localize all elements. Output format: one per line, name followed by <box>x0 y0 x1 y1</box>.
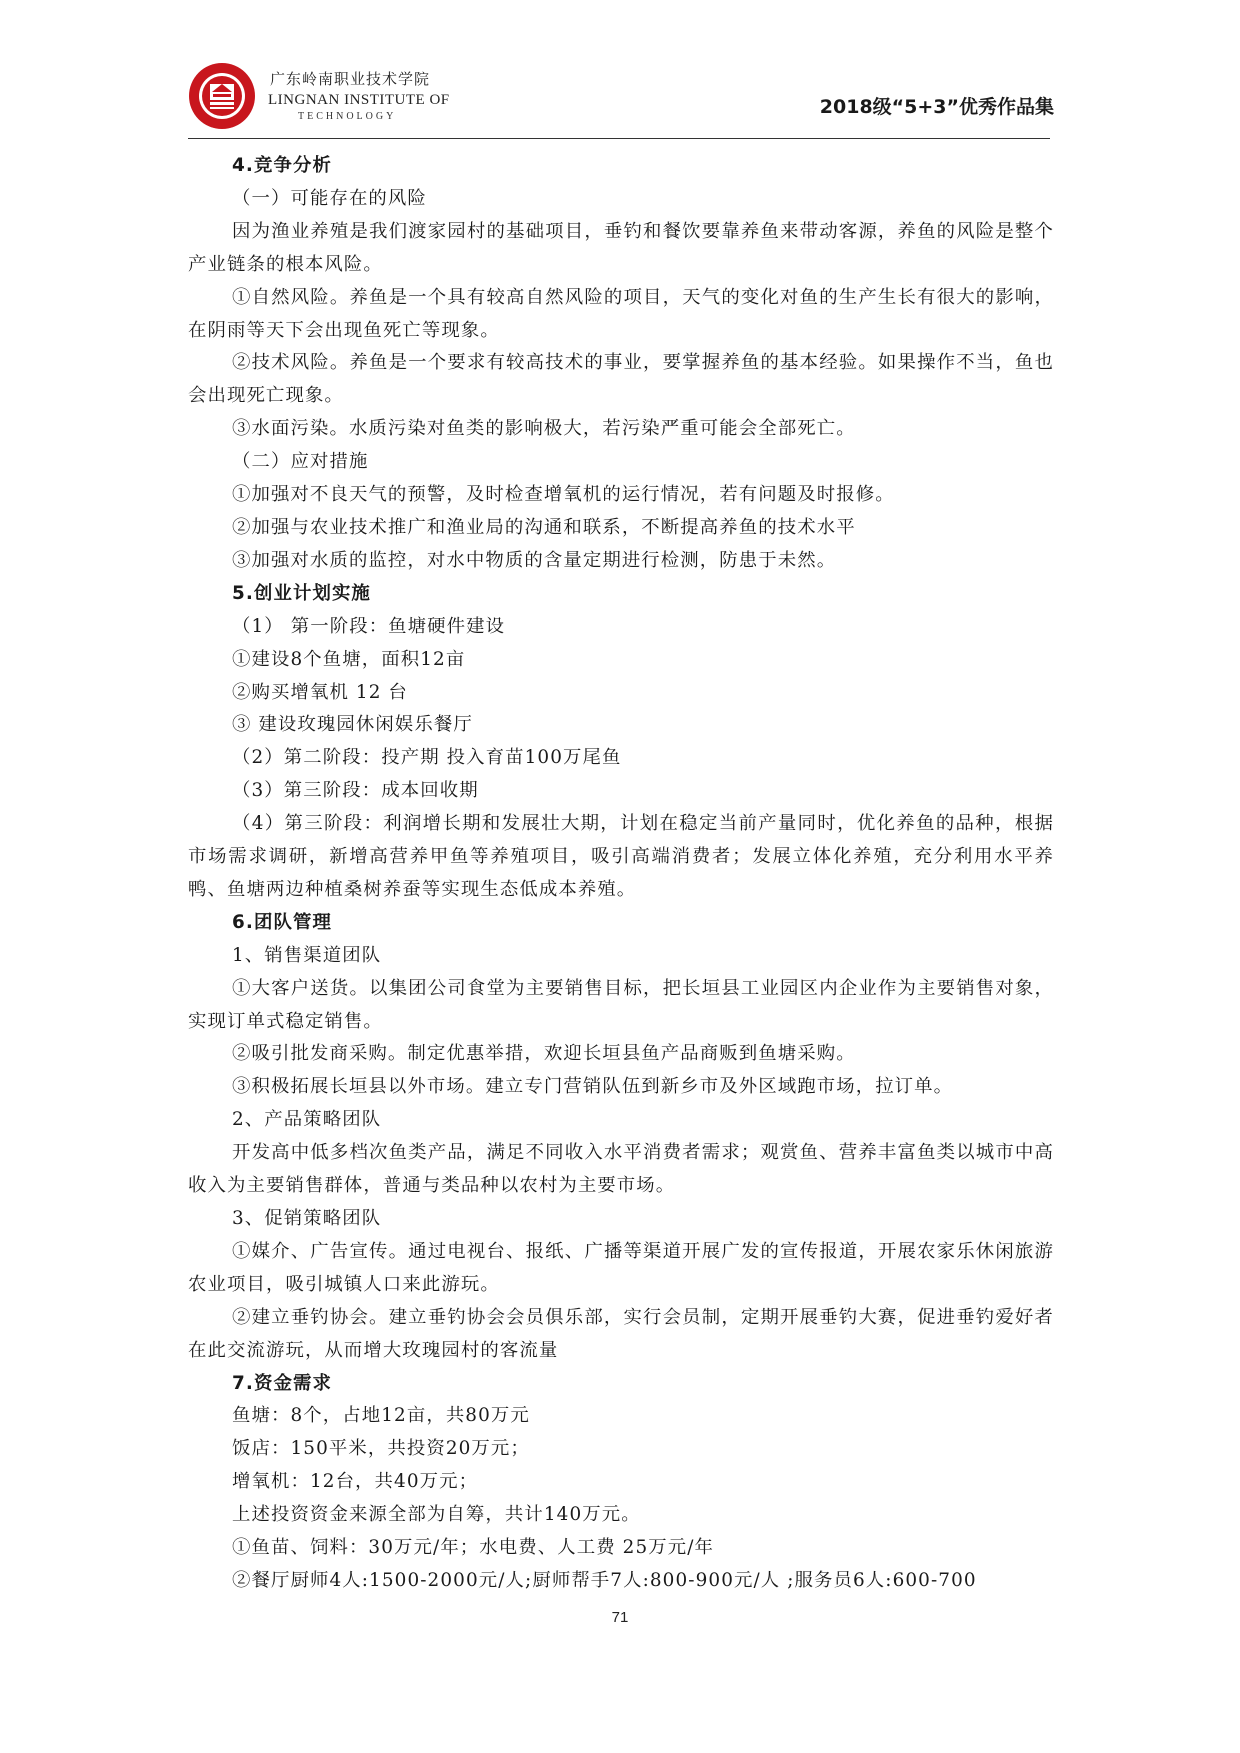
school-name-en: LINGNAN INSTITUTE OF <box>268 92 450 108</box>
paragraph: ③加强对水质的监控，对水中物质的含量定期进行检测，防患于未然。 <box>232 549 837 571</box>
paragraph: ②加强与农业技术推广和渔业局的沟通和联系，不断提高养鱼的技术水平 <box>232 516 856 538</box>
paragraph: 鱼塘：8个，占地12亩，共80万元 <box>232 1405 530 1427</box>
paragraph: 饭店：150平米，共投资20万元； <box>232 1438 530 1460</box>
paragraph: （3）第三阶段：成本回收期 <box>232 780 479 802</box>
section-heading: 4.竞争分析 <box>232 155 332 176</box>
paragraph: 开发高中低多档次鱼类产品，满足不同收入水平消费者需求；观赏鱼、营养丰富鱼类以城市中高收入为主要销售群体，普通与类品种以农村为主要市场。 <box>188 1142 1054 1197</box>
paragraph: ①鱼苗、饲料：30万元/年；水电费、人工费 25万元/年 <box>232 1537 715 1559</box>
paragraph: （二）应对措施 <box>232 451 369 473</box>
paragraph: ③水面污染。水质污染对鱼类的影响极大，若污染严重可能会全部死亡。 <box>232 418 856 440</box>
paragraph: ①大客户送货。以集团公司食堂为主要销售目标，把长垣县工业园区内企业作为主要销售对象，实现订单式稳定销售。 <box>188 977 1054 1032</box>
school-name-en-line2: TECHNOLOGY <box>298 111 397 122</box>
paragraph: ②购买增氧机 12 台 <box>232 681 408 703</box>
page-number: 71 <box>611 1609 629 1626</box>
paragraph: （2）第二阶段：投产期 投入育苗100万尾鱼 <box>232 747 622 769</box>
paragraph: ①加强对不良天气的预警，及时检查增氧机的运行情况，若有问题及时报修。 <box>232 484 895 506</box>
paragraph: 增氧机：12台，共40万元； <box>232 1471 479 1493</box>
paragraph: ②技术风险。养鱼是一个要求有较高技术的事业，要掌握养鱼的基本经验。如果操作不当，鱼也会出现死亡现象。 <box>188 352 1054 407</box>
school-name-cn: 广东岭南职业技术学院 <box>270 70 431 88</box>
paragraph: 3、促销策略团队 <box>232 1208 382 1229</box>
paragraph: ②餐厅厨师4人:1500-2000元/人;厨师帮手7人:800-900元/人 ;服务员6人:600-700 <box>232 1569 977 1591</box>
section-heading: 6.团队管理 <box>232 911 332 933</box>
lingnan-logo-icon <box>188 62 256 130</box>
paragraph: ①建设8个鱼塘，面积12亩 <box>232 648 466 670</box>
paragraph: ②吸引批发商采购。制定优惠举措，欢迎长垣县鱼产品商贩到鱼塘采购。 <box>232 1043 856 1065</box>
paragraph: ①媒介、广告宣传。通过电视台、报纸、广播等渠道开展广发的宣传报道，开展农家乐休闲旅游农业项目，吸引城镇人口来此游玩。 <box>188 1240 1054 1295</box>
paragraph: （4）第三阶段：利润增长期和发展壮大期，计划在稳定当前产量同时，优化养鱼的品种，根据市场需求调研，新增高营养甲鱼等养殖项目，吸引高端消费者；发展立体化养殖，充分利用水平养鸭、鱼塘两边种植桑树养蚕等实现生态低成本养殖。 <box>188 813 1054 900</box>
paragraph: （1） 第一阶段：鱼塘硬件建设 <box>232 615 506 637</box>
collection-title: 2018级“5+3”优秀作品集 <box>819 96 1054 118</box>
paragraph: ②建立垂钓协会。建立垂钓协会会员俱乐部，实行会员制，定期开展垂钓大赛，促进垂钓爱好者在此交流游玩，从而增大玫瑰园村的客流量 <box>188 1306 1054 1361</box>
paragraph: 上述投资资金来源全部为自筹，共计140万元。 <box>232 1504 641 1526</box>
paragraph: ③积极拓展长垣县以外市场。建立专门营销队伍到新乡市及外区域跑市场，拉订单。 <box>232 1076 954 1098</box>
paragraph: 2、产品策略团队 <box>232 1109 382 1131</box>
paragraph: （一）可能存在的风险 <box>232 187 427 209</box>
paragraph: ③ 建设玫瑰园休闲娱乐餐厅 <box>232 714 473 736</box>
section-heading: 5.创业计划实施 <box>232 582 371 604</box>
paragraph: 因为渔业养殖是我们渡家园村的基础项目，垂钓和餐饮要靠养鱼来带动客源，养鱼的风险是整个产业链条的根本风险。 <box>188 220 1054 275</box>
paragraph: 1、销售渠道团队 <box>232 944 382 966</box>
section-heading: 7.资金需求 <box>232 1372 332 1394</box>
paragraph: ①自然风险。养鱼是一个具有较高自然风险的项目，天气的变化对鱼的生产生长有很大的影响，在阴雨等天下会出现鱼死亡等现象。 <box>188 286 1054 341</box>
document-body <box>188 150 1054 1598</box>
header-divider <box>188 138 1050 139</box>
page-header <box>0 0 1240 135</box>
